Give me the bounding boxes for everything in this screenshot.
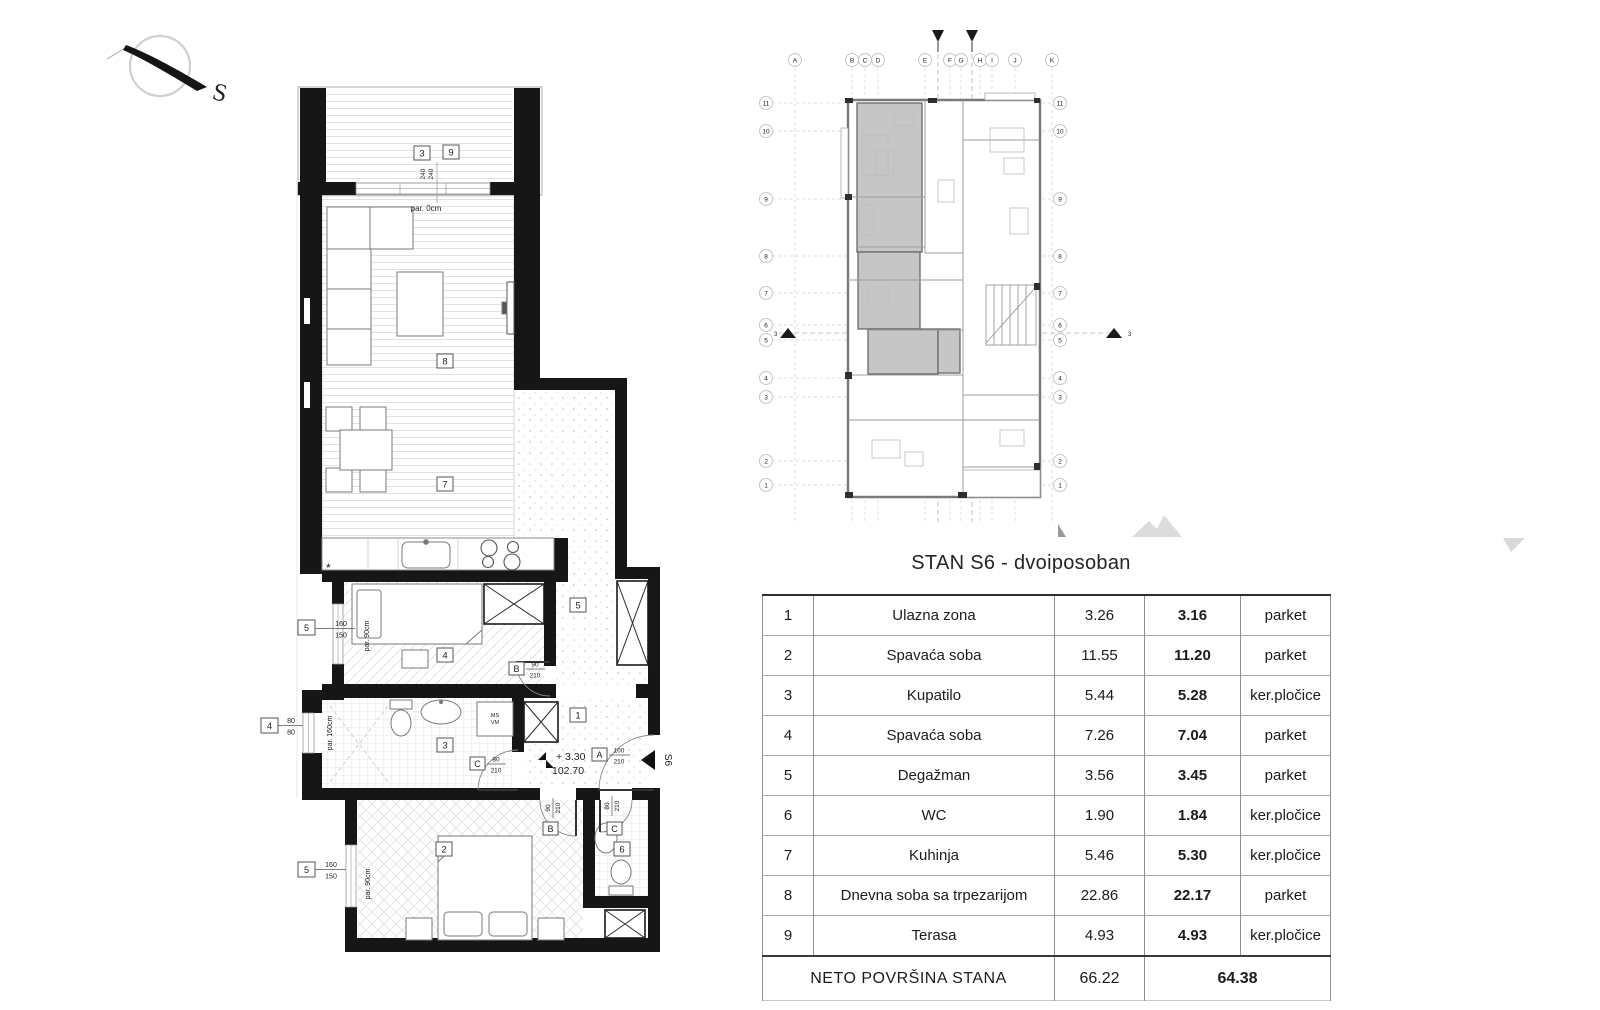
cell-floor: parket [1241,595,1331,636]
tag-dining: 7 [442,479,448,491]
bed-single [352,584,482,644]
svg-text:3: 3 [764,394,768,402]
facade-step [841,128,848,198]
cell-room: Degažman [814,756,1055,796]
toilet-tank [390,700,412,709]
svg-text:11: 11 [1056,100,1064,108]
svg-text:K: K [1049,57,1055,65]
svg-text:1: 1 [764,482,768,490]
balcony-top [985,93,1035,100]
cell-num: 5 [763,756,814,796]
watermark-triangle [1132,515,1182,537]
table-row [763,796,1331,836]
cell-num: 8 [763,876,814,916]
cell-floor: ker.pločice [1241,836,1331,876]
svg-text:C: C [474,759,481,769]
svg-text:90: 90 [531,661,539,669]
table-row [763,595,1331,636]
cell-floor: parket [1241,756,1331,796]
cell-net: 7.04 [1145,716,1241,756]
svg-text:80: 80 [604,802,611,810]
cell-num: 1 [763,595,814,636]
watermark-mark [1058,524,1066,537]
compass [95,25,240,115]
svg-text:J: J [1013,57,1017,65]
wall-gap [304,382,310,408]
svg-text:240: 240 [428,168,435,180]
overview-plan [735,15,1165,545]
table-row [763,836,1331,876]
svg-text:4: 4 [266,721,273,731]
cell-net: 5.30 [1145,836,1241,876]
svg-text:90: 90 [545,804,552,812]
side-table [402,650,428,668]
svg-text:5: 5 [303,865,310,875]
cell-room: Kupatilo [814,676,1055,716]
level-relative: + 3.30 [556,751,586,763]
svg-text:3: 3 [1058,394,1062,402]
svg-text:150: 150 [335,632,347,640]
cell-num: 6 [763,796,814,836]
cell-gross: 3.26 [1055,595,1145,636]
svg-text:210: 210 [529,672,541,680]
cell-num: 3 [763,676,814,716]
table-row [763,756,1331,796]
cell-gross: 7.26 [1055,716,1145,756]
cell-gross: 4.93 [1055,916,1145,957]
cell-num: 7 [763,836,814,876]
svg-text:7: 7 [1058,290,1062,298]
terrace-floor [326,92,512,182]
main-floorplan [250,80,690,965]
svg-text:C: C [862,57,868,65]
cell-net: 3.45 [1145,756,1241,796]
svg-text:150: 150 [325,873,337,881]
svg-text:B: B [849,57,855,65]
svg-text:3: 3 [1128,332,1132,338]
tag-entry: 1 [575,710,581,722]
svg-text:E: E [922,57,928,65]
svg-text:D: D [875,57,881,65]
svg-text:MS: MS [490,713,500,719]
footer-label: NETO POVRŠINA STANA [763,956,1055,1001]
svg-text:10: 10 [1056,128,1064,136]
cell-net: 1.84 [1145,796,1241,836]
cell-room: Kuhinja [814,836,1055,876]
cell-room: Spavaća soba [814,636,1055,676]
svg-text:3: 3 [774,332,778,338]
svg-text:H: H [977,57,983,65]
faucet-icon [424,540,429,545]
svg-text:6: 6 [1058,322,1062,330]
svg-text:2: 2 [764,458,768,466]
table-row [763,876,1331,916]
south-label: S [209,78,230,108]
svg-text:A: A [596,750,603,760]
svg-text:1: 1 [1058,482,1062,490]
table-row [763,676,1331,716]
footer-net: 64.38 [1145,956,1331,1001]
svg-text:C: C [611,824,618,834]
kitchen-sink [402,542,450,568]
cell-floor: ker.pločice [1241,916,1331,957]
cell-net: 5.28 [1145,676,1241,716]
table-row [763,716,1331,756]
pillow [489,912,527,936]
cell-gross: 22.86 [1055,876,1145,916]
svg-text:7: 7 [764,290,768,298]
entrance-label: S6 [662,753,673,767]
coffee-table [397,272,443,336]
cell-net: 4.93 [1145,916,1241,957]
cell-gross: 5.46 [1055,836,1145,876]
table-row [763,636,1331,676]
toilet [391,710,411,736]
tag-bedroom2: 2 [441,844,447,856]
svg-text:6: 6 [764,322,768,330]
cell-net: 11.20 [1145,636,1241,676]
svg-text:5: 5 [1058,337,1062,345]
cell-room: WC [814,796,1055,836]
watermark-triangle [1503,538,1525,552]
svg-text:par. 90cm: par. 90cm [364,620,371,652]
table-row [763,916,1331,957]
svg-text:210: 210 [614,800,621,812]
nightstand [538,918,564,940]
appliance-label [491,713,500,726]
svg-text:160: 160 [335,621,347,628]
tag-terrace-a: 3 [419,148,425,160]
svg-text:80: 80 [287,718,295,725]
washing-machine [477,702,513,736]
cell-room: Terasa [814,916,1055,957]
terrace-parapet-label: par. 0cm [410,204,442,213]
svg-text:11: 11 [762,100,770,108]
grid-letters [789,54,1059,67]
cell-net: 3.16 [1145,595,1241,636]
svg-text:5: 5 [303,623,310,633]
svg-text:100: 100 [613,747,625,755]
cell-gross: 1.90 [1055,796,1145,836]
kitchen-note: * [326,561,331,575]
cell-gross: 3.56 [1055,756,1145,796]
wc-toilet [611,860,631,884]
svg-text:4: 4 [764,375,768,383]
svg-text:9: 9 [764,196,768,204]
cell-room: Ulazna zona [814,595,1055,636]
svg-text:10: 10 [762,128,770,136]
footer-gross: 66.22 [1055,956,1145,1001]
level-absolute: 102.70 [552,765,585,777]
svg-text:5: 5 [764,337,768,345]
cell-room: Dnevna soba sa trpezarijom [814,876,1055,916]
tag-wc: 6 [619,844,625,856]
cell-floor: parket [1241,636,1331,676]
nightstand [406,918,432,940]
tag-bedroom4: 4 [442,650,448,662]
table-footer-row [763,956,1331,1001]
terrace-bottom [963,470,1040,497]
svg-text:210: 210 [613,758,625,766]
svg-text:80: 80 [287,729,295,737]
pillow [444,912,482,936]
page-title: STAN S6 - dvoiposoban [911,552,1131,574]
cell-floor: ker.pločice [1241,676,1331,716]
svg-text:G: G [958,57,964,65]
svg-text:2: 2 [1058,458,1062,466]
tag-living: 8 [442,356,448,368]
cell-num: 2 [763,636,814,676]
svg-text:I: I [991,57,993,65]
svg-text:210: 210 [555,802,562,814]
tag-bathroom: 3 [442,740,448,752]
cell-num: 4 [763,716,814,756]
cell-floor: ker.pločice [1241,796,1331,836]
svg-text:par. 90cm: par. 90cm [365,868,372,900]
svg-text:F: F [948,57,952,65]
cell-num: 9 [763,916,814,957]
cell-floor: parket [1241,876,1331,916]
wall-gap [304,298,310,324]
svg-text:B: B [513,664,520,674]
svg-text:8: 8 [1058,253,1062,261]
kitchen-counter [322,538,554,570]
tag-terrace-b: 9 [448,147,454,159]
svg-text:B: B [547,824,554,834]
svg-text:par. 160cm: par. 160cm [327,715,334,751]
cell-room: Spavaća soba [814,716,1055,756]
cell-gross: 11.55 [1055,636,1145,676]
cell-gross: 5.44 [1055,676,1145,716]
svg-text:80: 80 [492,756,500,764]
area-table [762,594,1331,1001]
svg-text:160: 160 [325,862,337,869]
cell-net: 22.17 [1145,876,1241,916]
wc-toilet-tank [609,886,633,895]
cell-floor: parket [1241,716,1331,756]
svg-text:9: 9 [1058,196,1062,204]
svg-text:210: 210 [490,767,502,775]
hall-floor-upper [518,390,615,538]
svg-text:4: 4 [1058,375,1062,383]
svg-text:240: 240 [420,168,427,180]
svg-text:8: 8 [764,253,768,261]
svg-text:A: A [792,57,798,65]
tag-hall: 5 [575,600,581,612]
svg-text:VM: VM [490,720,500,726]
